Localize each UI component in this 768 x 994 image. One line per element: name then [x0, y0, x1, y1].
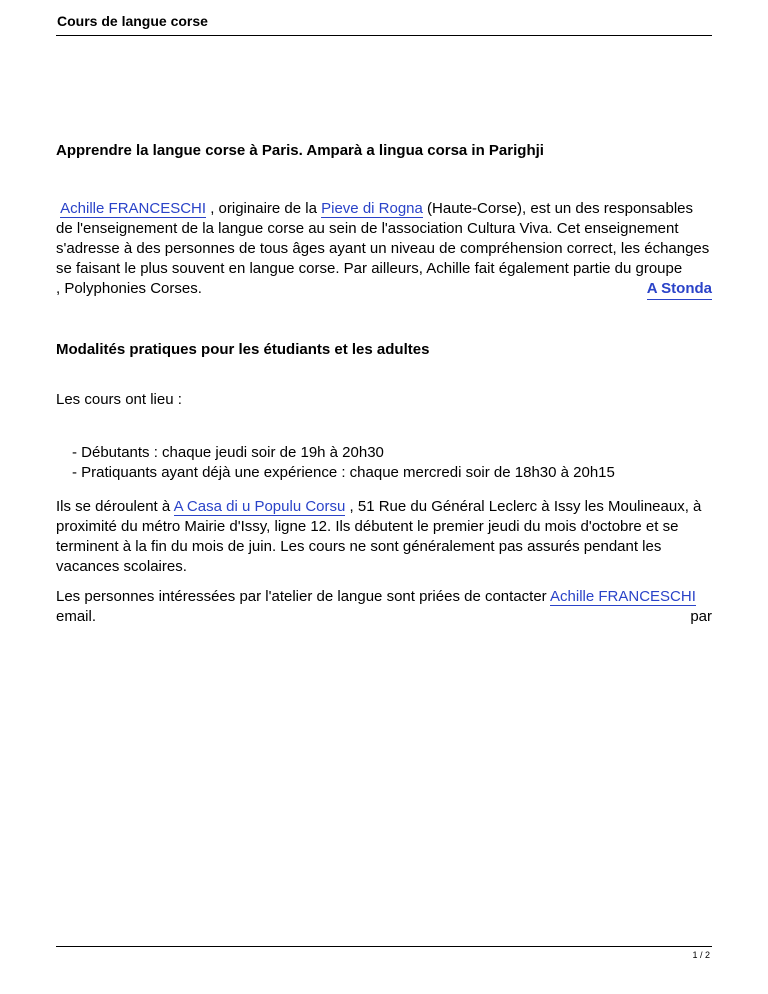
- location-paragraph: [56, 497, 712, 577]
- link-a-stonda[interactable]: A Stonda: [647, 279, 712, 300]
- schedule-item-practitioners: - Pratiquants ayant déjà une expérience : chaque mercredi soir de 18h30 à 20h15: [72, 464, 615, 481]
- contact-paragraph: [56, 587, 712, 627]
- page-number: 1 / 2: [692, 950, 710, 960]
- header-divider: [56, 35, 712, 36]
- link-achille-franceschi[interactable]: Achille FRANCESCHI: [60, 200, 207, 217]
- contact-text-email: email.: [56, 608, 97, 625]
- intro-text-2: (Haute-Corse), est un des responsables de l'enseignement de la langue corse au sein de l'association Cultura Viva. Cet enseignement s'adresse à des personnes de tous âges ayant un niveau de compréhension correct, les échanges se faisant le plus souvent en langue corse. Par ailleurs, Achille fait également partie du groupe: [56, 200, 710, 277]
- page-header-title: Cours de langue corse: [57, 13, 208, 29]
- location-text-1: Ils se déroulent à: [56, 498, 174, 515]
- link-a-casa-di-u-populu-corsu[interactable]: A Casa di u Populu Corsu: [173, 498, 346, 515]
- section-title: Modalités pratiques pour les étudiants et les adultes: [56, 341, 430, 358]
- location-text-2: , 51 Rue du Général Leclerc à Issy les Moulineaux, à proximité du métro Mairie d'Issy, ligne 12. Ils débutent le premier jeudi du mois d'octobre et se terminent à la fin du mois de juin. Les cours ne sont généralement pas assurés pendant les vacances scolaires.: [56, 498, 702, 575]
- schedule-item-beginners: - Débutants : chaque jeudi soir de 19h à 20h30: [72, 444, 384, 461]
- schedule-list: [72, 443, 712, 483]
- intro-paragraph: [56, 199, 712, 300]
- schedule-lead: Les cours ont lieu :: [56, 391, 182, 408]
- link-pieve-di-rogna[interactable]: Pieve di Rogna: [321, 200, 423, 217]
- contact-text-1: Les personnes intéressées par l'atelier de langue sont priées de contacter: [56, 588, 551, 605]
- intro-text-1: , originaire de la: [206, 200, 322, 217]
- article-title: Apprendre la langue corse à Paris. Amparà a lingua corsa in Parighji: [56, 142, 544, 159]
- intro-text-3: , Polyphonies Corses.: [56, 280, 202, 297]
- contact-text-par: par: [690, 608, 712, 625]
- link-contact-achille-franceschi[interactable]: Achille FRANCESCHI: [550, 588, 696, 605]
- footer-divider: [56, 946, 712, 947]
